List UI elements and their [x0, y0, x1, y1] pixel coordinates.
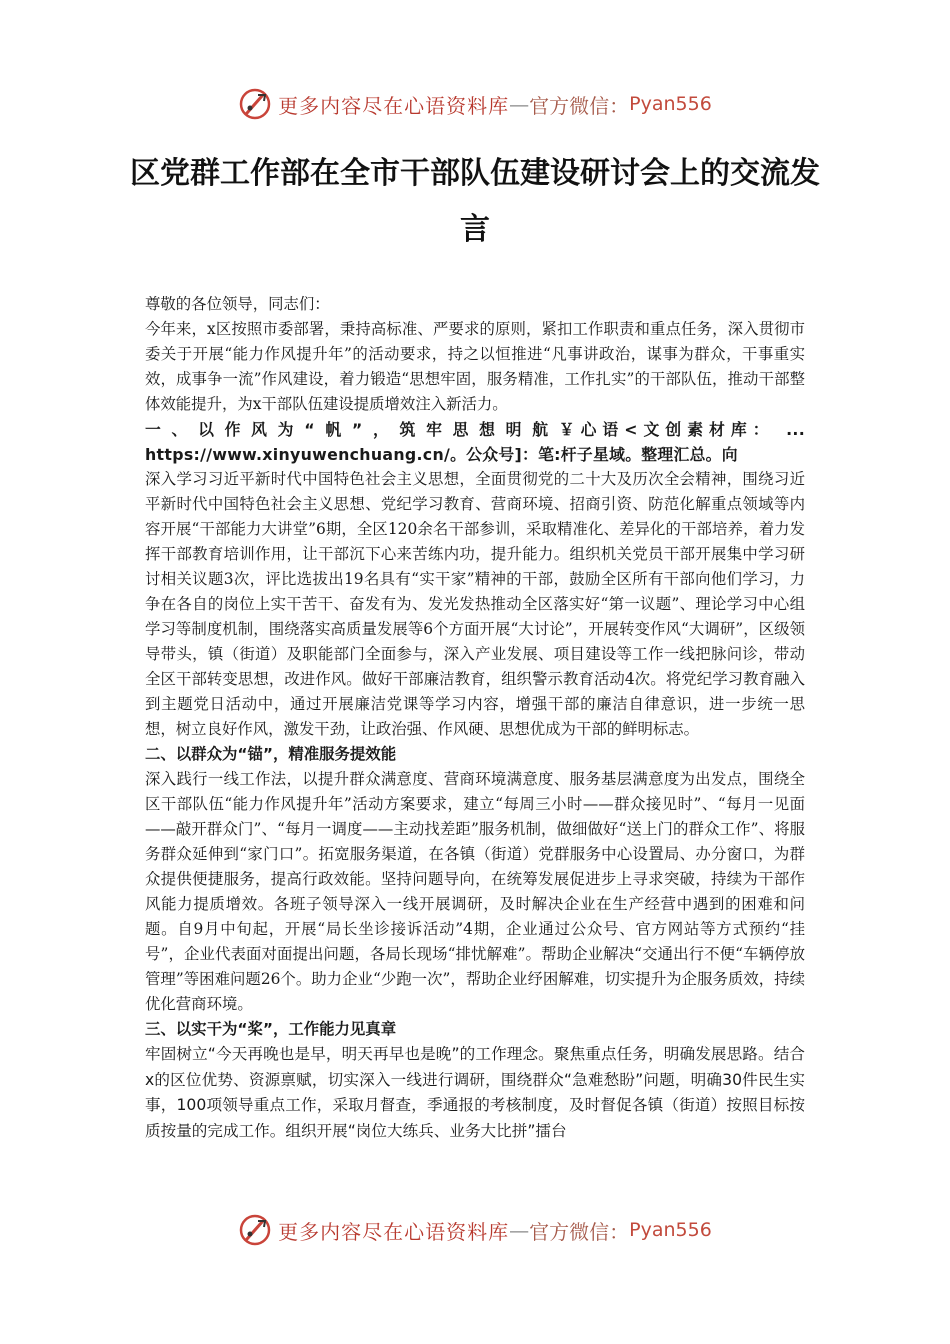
section1-body: 深入学习习近平新时代中国特色社会主义思想，全面贯彻党的二十大及历次全会精神，围绕习近平新时代中国特色社会主义思想、党纪学习教育、营商环境、招商引资、防范化解重点领域等内容开展“干部能力大讲堂”6期，全区120余名干部参训，采取精准化、差异化的干部培养，着力发挥干部教育培训作用，让干部沉下心来苦练内功，提升能力。组织机关党员干部开展集中学习研讨相关议题3次，评比选拔出19名具有“实干家”精神的干部，鼓励全区所有干部向他们学习，力争在各自的岗位上实干苦干、奋发有为、发光发热推动全区落实好“第一议题”、理论学习中心组学习等制度机制，围绕落实高质量发展等6个方面开展“大讨论”，开展转变作风“大调研”，区级领导带头，镇（街道）及职能部门全面参与，深入产业发展、项目建设等工作一线把脉问诊，带动全区干部转变思想，改进作风。做好干部廉洁教育，组织警示教育活动4次。将党纪学习教育融入到主题党日活动中，通过开展廉洁党课等学习内容，增强干部的廉洁自律意识，进一步统一思想，树立良好作风，激发干劲，让政治强、作风硬、思想优成为干部的鲜明标志。 — [145, 470, 805, 738]
watermark-main-text: 更多内容尽在心语资料库 — [278, 1219, 510, 1244]
section1-heading: 一、以作风为“帆”，筑牢思想明航 — [145, 420, 559, 439]
section1-source-text: ￥心语<文创素材库： ... https://www.xinyuwenchuang.cn/。公众号]：笔:杆子星域。整理汇总。向 — [145, 420, 805, 464]
greeting: 尊敬的各位领导，同志们： — [145, 295, 330, 313]
logo-icon — [238, 1213, 272, 1247]
section1-heading-line — [145, 417, 805, 467]
watermark-wechat-label: 官方微信： — [529, 93, 630, 118]
section3-body: 牢固树立“今天再晚也是早，明天再早也是晚”的工作理念。聚焦重点任务，明确发展思路。结合x的区位优势、资源禀赋，切实深入一线进行调研，围绕群众“急难愁盼”问题，明确30件民生实事，100项领导重点工作，采取月督查，季通报的考核制度，及时督促各镇（街道）按照目标按质按量的完成工作。组织开展“岗位大练兵、业务大比拼”擂台 — [145, 1045, 805, 1140]
intro-paragraph: 今年来，x区按照市委部署，秉持高标准、严要求的原则，紧扣工作职责和重点任务，深入贯彻市委关于开展“能力作风提升年”的活动要求，持之以恒推进“凡事讲政治，谋事为群众，干事重实效，成事争一流”作风建设，着力锻造“思想牢固，服务精准，工作扎实”的干部队伍，推动干部整体效能提升，为x干部队伍建设提质增效注入新活力。 — [145, 320, 805, 413]
document-title: 区党群工作部在全市干部队伍建设研讨会上的交流发言 — [130, 156, 820, 247]
watermark-banner-bottom — [0, 1210, 950, 1250]
watermark-wechat-label: 官方微信： — [529, 1219, 630, 1244]
section2-heading: 二、以群众为“锚”，精准服务提效能 — [145, 745, 397, 763]
watermark-main-text: 更多内容尽在心语资料库 — [278, 93, 510, 118]
logo-icon — [238, 87, 272, 121]
section2-body: 深入践行一线工作法，以提升群众满意度、营商环境满意度、服务基层满意度为出发点，围绕全区干部队伍“能力作风提升年”活动方案要求，建立“每周三小时——群众接见时”、“每月一见面——敲开群众门”、“每月一调度——主动找差距”服务机制，做细做好“送上门的群众工作”、将服务群众延伸到“家门口”。拓宽服务渠道，在各镇（街道）党群服务中心设置局、办分窗口，为群众提供便捷服务，提高行政效能。坚持问题导向，在统筹发展促进步上寻求突破，持续为干部作风能力提质增效。各班子领导深入一线开展调研，及时解决企业在生产经营中遇到的困难和问题。自9月中旬起，开展“局长坐诊接诉活动”4期，企业通过公众号、官方网站等方式预约“挂号”，企业代表面对面提出问题，各局长现场“排忧解难”。帮助企业解决“交通出行不便“车辆停放管理”等困难问题26个。助力企业“少跑一次”，帮助企业纾困解难，切实提升为企服务质效，持续优化营商环境。 — [145, 770, 805, 1013]
section3-heading: 三、以实干为“桨”，工作能力见真章 — [145, 1020, 397, 1038]
watermark-banner-top — [0, 84, 950, 124]
watermark-wechat-id: Pyan556 — [629, 93, 712, 115]
watermark-separator: — — [509, 1218, 530, 1242]
watermark-separator: — — [509, 92, 530, 116]
watermark-wechat-id: Pyan556 — [629, 1219, 712, 1241]
document-body — [145, 292, 805, 1144]
